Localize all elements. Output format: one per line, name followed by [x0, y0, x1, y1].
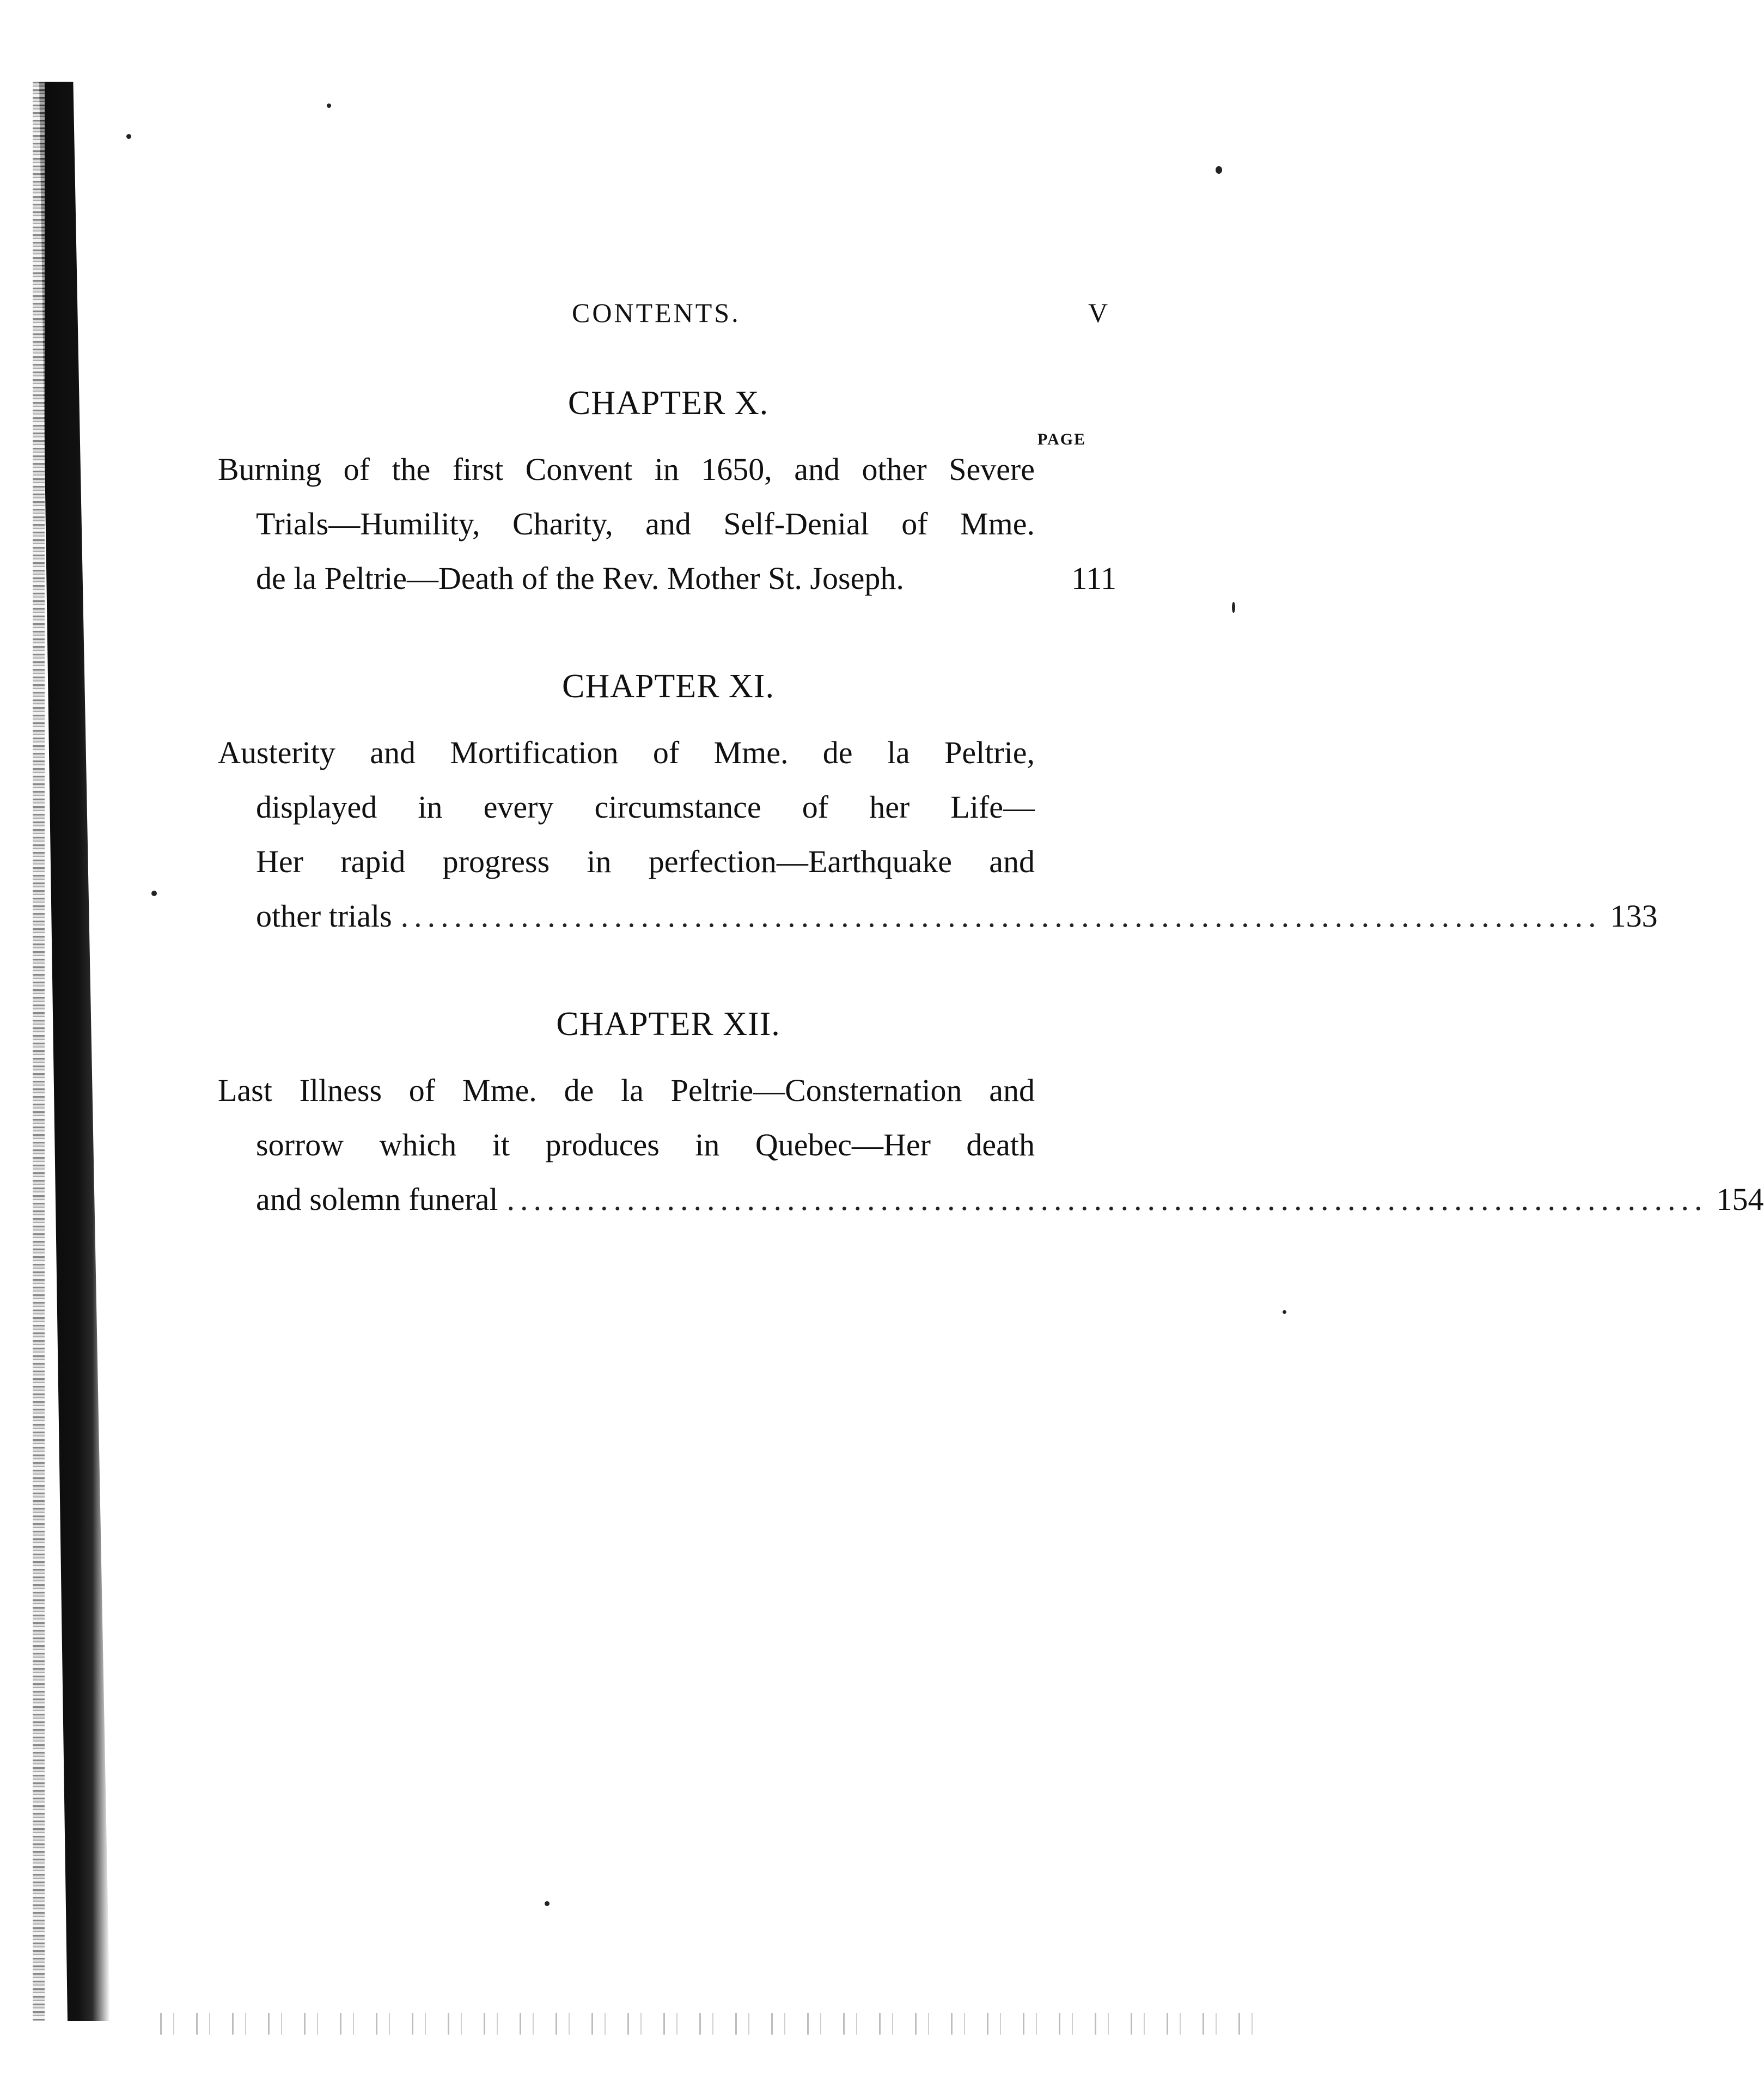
chapter-title: CHAPTER XI. — [562, 668, 774, 705]
entry-line: and solemn funeral — [256, 1182, 498, 1217]
chapter-title: CHAPTER X. — [567, 385, 769, 422]
entry-line: Last Illness of Mme. de la Peltrie—Consternation and — [218, 1073, 1035, 1108]
entry-line: Trials—Humility, Charity, and Self-Denial of Mme. — [256, 506, 1035, 541]
chapter-entry — [218, 726, 1658, 943]
entry-line: Austerity and Mortification of Mme. de la Peltrie, — [218, 735, 1035, 770]
entry-line: displayed in every circumstance of her Life— — [256, 789, 1035, 825]
scan-speck — [1283, 1310, 1286, 1314]
entry-last-line — [256, 551, 1116, 606]
binding-shadow — [39, 82, 110, 2021]
entry-line: other trials — [256, 898, 392, 934]
chapter-entry — [218, 442, 1116, 606]
scan-speck — [545, 1901, 550, 1906]
scan-speck — [1232, 602, 1235, 613]
entry-last-line — [256, 1172, 1764, 1227]
scan-noise — [152, 2013, 1274, 2035]
page-number: 111 — [1071, 561, 1116, 596]
entry-last-line — [256, 889, 1658, 943]
running-head: CONTENTS. — [572, 297, 741, 328]
entry-line: sorrow which it produces in Quebec—Her death — [256, 1127, 1035, 1162]
dot-leader: .......................................................................................... — [506, 1182, 1708, 1217]
scan-speck — [1216, 166, 1222, 174]
page-number: 133 — [1610, 898, 1658, 934]
page-number: 154 — [1716, 1182, 1764, 1217]
entry-line: Her rapid progress in perfection—Earthquake and — [256, 844, 1035, 879]
scan-speck — [327, 104, 331, 108]
entry-line: Burning of the first Convent in 1650, and other Severe — [218, 452, 1035, 487]
chapter-title: CHAPTER XII. — [556, 1006, 780, 1043]
scan-speck — [126, 134, 131, 139]
chapter-entry — [218, 1063, 1764, 1227]
entry-line: de la Peltrie—Death of the Rev. Mother St. Joseph. — [256, 561, 904, 596]
page-column-label: PAGE — [1037, 430, 1087, 448]
dot-leader: .......................................................................................... — [400, 898, 1602, 934]
scan-speck — [151, 891, 157, 896]
page-edge — [33, 82, 45, 2021]
folio-page-number: V — [1088, 297, 1108, 328]
